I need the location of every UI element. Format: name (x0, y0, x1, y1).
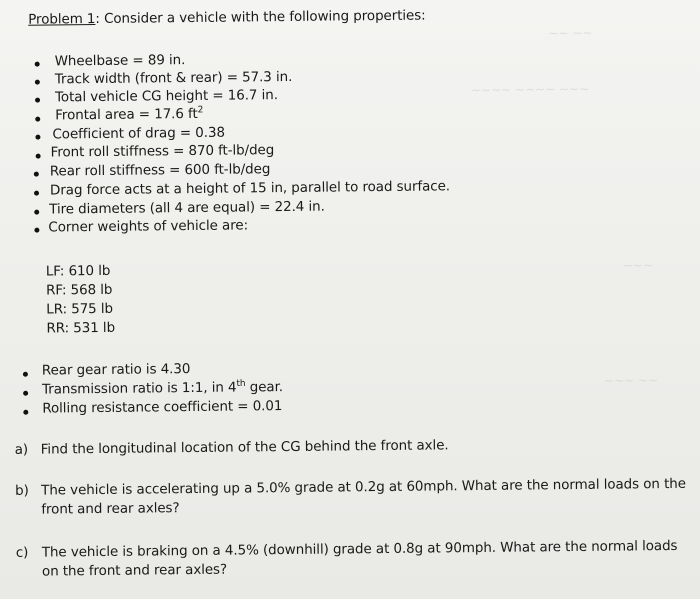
bullet (34, 172, 39, 177)
property-item (55, 106, 203, 124)
question-b-line: The vehicle is accelerating up a 5.0% grade at 0.2g at 60mph. What are the normal loads on the (41, 475, 686, 499)
bullet (36, 154, 41, 159)
bullet (23, 410, 28, 415)
corner-weight-rr: RR: 531 lb (46, 319, 116, 337)
problem-label: Problem 1 (28, 11, 96, 28)
property-item: Corner weights of vehicle are: (48, 217, 249, 236)
property-item: Track width (front & rear) = 57.3 in. (54, 68, 293, 88)
question-letter: c) (15, 544, 29, 561)
bullet (23, 391, 28, 396)
property-item: Wheelbase = 89 in. (54, 52, 186, 70)
rear-gear-ratio: Rear gear ratio is 4.30 (41, 361, 191, 379)
property-item: Front roll stiffness = 870 ft-lb/deg (50, 142, 275, 161)
problem-intro: : Consider a vehicle with the following properties: (95, 7, 426, 28)
question-c-line: The vehicle is braking on a 4.5% (downhill) grade at 0.8g at 90mph. What are the normal loads (41, 537, 678, 561)
question-letter: a) (14, 441, 29, 458)
question-b-line: front and rear axles? (41, 500, 180, 518)
transmission-prefix: Transmission ratio is 1:1, in 4 (41, 379, 237, 398)
bullet (23, 372, 28, 377)
bullet (35, 117, 40, 122)
bullet (35, 135, 40, 140)
corner-weight-lf: LF: 610 lb (45, 262, 111, 280)
rolling-resistance: Rolling resistance coefficient = 0.01 (42, 398, 283, 417)
problem-heading (28, 8, 426, 28)
bleed-through-mark: ~~~ (622, 258, 654, 273)
bleed-through-mark: ~~ ~~ (548, 25, 593, 41)
frontal-area-text: Frontal area = 17.6 ft (55, 105, 198, 124)
property-item: Coefficient of drag = 0.38 (52, 124, 225, 143)
bullet (35, 80, 40, 85)
area-exponent: 2 (197, 105, 204, 116)
bullet (34, 210, 39, 215)
property-item: Drag force acts at a height of 15 in, parallel to road surface. (49, 178, 451, 199)
gear-ordinal: th (236, 378, 246, 390)
bullet (34, 228, 39, 233)
corner-weight-rf: RF: 568 lb (45, 281, 113, 299)
question-a-line: Find the longitudinal location of the CG behind the front axle. (40, 437, 449, 458)
bullet (35, 98, 40, 103)
bullet (35, 62, 40, 67)
property-item: Total vehicle CG height = 16.7 in. (54, 87, 278, 106)
question-letter: b) (15, 482, 29, 499)
question-c-line: on the front and rear axles? (41, 561, 228, 580)
corner-weight-lr: LR: 575 lb (46, 300, 114, 318)
bleed-through-mark: ~~~~ ~~~~ ~~~ (470, 81, 590, 98)
bleed-through-mark: ~~~ ~~ (603, 373, 659, 388)
transmission-suffix: gear. (245, 379, 284, 396)
property-item: Rear roll stiffness = 600 ft-lb/deg (49, 161, 271, 180)
bullet (34, 191, 39, 196)
transmission-ratio (42, 379, 283, 398)
property-item: Tire diameters (all 4 are equal) = 22.4 in. (49, 198, 325, 218)
